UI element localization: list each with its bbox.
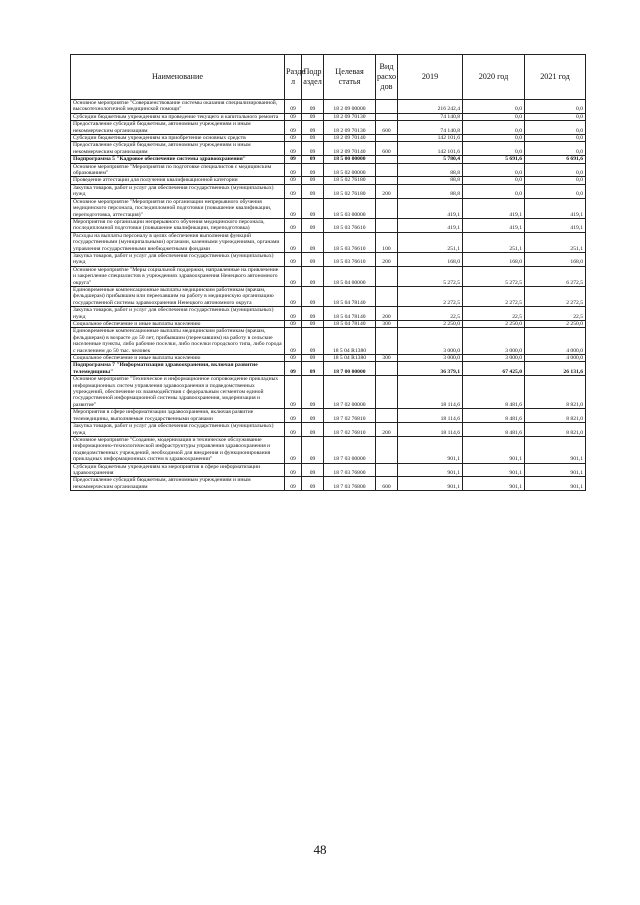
table-row xyxy=(71,198,586,218)
row-razdel: 09 xyxy=(285,198,302,218)
row-razdel: 09 xyxy=(285,135,302,142)
header-target-article: Целевая статья xyxy=(324,55,376,100)
row-name: Закупка товаров, работ и услуг для обеспечения государственных (муниципальных) нужд xyxy=(71,307,285,321)
row-name: Субсидии бюджетным учреждениям на мероприятия в сфере информатизации здравоохранения xyxy=(71,463,285,477)
row-value-2020: 168,0 xyxy=(463,252,525,266)
row-razdel: 09 xyxy=(285,266,302,286)
table-row xyxy=(71,376,586,409)
row-razdel: 09 xyxy=(285,142,302,156)
row-target-article: 18 5 04 R1380 xyxy=(324,328,376,355)
row-razdel: 09 xyxy=(285,463,302,477)
header-year-2020: 2020 год xyxy=(463,55,525,100)
row-podrazdel: 09 xyxy=(302,121,324,135)
row-name: Основное мероприятие "Мероприятия по подготовке специалистов с медицинским образованием" xyxy=(71,163,285,177)
row-podrazdel: 09 xyxy=(302,135,324,142)
row-razdel: 09 xyxy=(285,184,302,198)
row-value-2021: 0,0 xyxy=(525,163,586,177)
row-value-2021: 0,0 xyxy=(525,177,586,184)
row-target-article: 18 5 03 76610 xyxy=(324,232,376,252)
row-razdel: 09 xyxy=(285,355,302,362)
row-razdel: 09 xyxy=(285,328,302,355)
table-row xyxy=(71,232,586,252)
row-value-2021: 901,1 xyxy=(525,477,586,491)
row-value-2020: 0,0 xyxy=(463,177,525,184)
row-razdel: 09 xyxy=(285,232,302,252)
row-name: Основное мероприятие "Меры социальной поддержки, направленные на привлечение и закрепление специалистов в учреждениях здравоохранения Ненецкого автономного округа" xyxy=(71,266,285,286)
table-row xyxy=(71,100,586,114)
row-value-2021: 8 821,0 xyxy=(525,409,586,423)
row-value-2021: 2 250,0 xyxy=(525,321,586,328)
row-podrazdel: 09 xyxy=(302,436,324,463)
row-name: Подпрограмма 5 "Кадровое обеспечение системы здравоохранения" xyxy=(71,156,285,163)
row-target-article: 18 5 02 76180 xyxy=(324,177,376,184)
row-target-article: 18 2 09 70140 xyxy=(324,142,376,156)
row-podrazdel: 09 xyxy=(302,113,324,120)
row-podrazdel: 09 xyxy=(302,218,324,232)
row-value-2021: 6 691,6 xyxy=(525,156,586,163)
row-target-article: 18 7 03 76800 xyxy=(324,463,376,477)
row-value-2019: 74 140,8 xyxy=(398,113,463,120)
row-value-2020: 8 481,6 xyxy=(463,376,525,409)
row-razdel: 09 xyxy=(285,100,302,114)
row-expense-type: 600 xyxy=(376,142,398,156)
table-row xyxy=(71,184,586,198)
table-header-row xyxy=(71,55,586,100)
row-razdel: 09 xyxy=(285,423,302,437)
header-year-2019: 2019 xyxy=(398,55,463,100)
row-value-2020: 67 425,0 xyxy=(463,362,525,376)
table-row xyxy=(71,286,586,306)
row-value-2019: 901,1 xyxy=(398,463,463,477)
row-target-article: 18 5 04 R1380 xyxy=(324,355,376,362)
table-row xyxy=(71,252,586,266)
row-razdel: 09 xyxy=(285,252,302,266)
row-expense-type xyxy=(376,135,398,142)
row-target-article: 18 5 00 00000 xyxy=(324,156,376,163)
row-podrazdel: 09 xyxy=(302,286,324,306)
row-value-2020: 0,0 xyxy=(463,100,525,114)
row-target-article: 18 2 09 00000 xyxy=(324,100,376,114)
row-podrazdel: 09 xyxy=(302,177,324,184)
row-podrazdel: 09 xyxy=(302,252,324,266)
row-expense-type: 600 xyxy=(376,477,398,491)
row-target-article: 18 5 03 76610 xyxy=(324,218,376,232)
row-value-2019: 18 114,6 xyxy=(398,376,463,409)
row-name: Субсидии бюджетным учреждениям на приобретение основных средств xyxy=(71,135,285,142)
table-row xyxy=(71,328,586,355)
row-name: Социальное обеспечение и иные выплаты населению xyxy=(71,321,285,328)
budget-document xyxy=(70,54,586,491)
row-razdel: 09 xyxy=(285,321,302,328)
row-value-2019: 2 272,5 xyxy=(398,286,463,306)
row-value-2021: 168,0 xyxy=(525,252,586,266)
row-razdel: 09 xyxy=(285,436,302,463)
row-value-2021: 0,0 xyxy=(525,135,586,142)
row-value-2019: 419,1 xyxy=(398,218,463,232)
row-razdel: 09 xyxy=(285,307,302,321)
row-value-2019: 2 250,0 xyxy=(398,321,463,328)
table-row xyxy=(71,218,586,232)
row-expense-type xyxy=(376,177,398,184)
row-value-2021: 2 272,5 xyxy=(525,286,586,306)
row-expense-type: 300 xyxy=(376,321,398,328)
header-year-2021: 2021 год xyxy=(525,55,586,100)
row-target-article: 18 7 00 00000 xyxy=(324,362,376,376)
row-value-2021: 4 000,0 xyxy=(525,355,586,362)
row-value-2019: 88,8 xyxy=(398,163,463,177)
row-expense-type: 200 xyxy=(376,307,398,321)
row-value-2021: 901,1 xyxy=(525,436,586,463)
table-row xyxy=(71,135,586,142)
row-razdel: 09 xyxy=(285,477,302,491)
row-value-2020: 5 272,5 xyxy=(463,266,525,286)
row-podrazdel: 09 xyxy=(302,376,324,409)
row-value-2019: 216 242,4 xyxy=(398,100,463,114)
row-podrazdel: 09 xyxy=(302,266,324,286)
row-name: Подпрограмма 7 "Информатизация здравоохранения, включая развитие телемедицины" xyxy=(71,362,285,376)
row-value-2021: 26 131,6 xyxy=(525,362,586,376)
row-expense-type xyxy=(376,328,398,355)
table-row xyxy=(71,423,586,437)
table-row xyxy=(71,163,586,177)
row-target-article: 18 5 03 00000 xyxy=(324,198,376,218)
header-name: Наименование xyxy=(71,55,285,100)
row-podrazdel: 09 xyxy=(302,156,324,163)
row-razdel: 09 xyxy=(285,362,302,376)
row-podrazdel: 09 xyxy=(302,232,324,252)
row-target-article: 18 7 03 76800 xyxy=(324,477,376,491)
row-name: Социальное обеспечение и иные выплаты населению xyxy=(71,355,285,362)
row-name: Закупка товаров, работ и услуг для обеспечения государственных (муниципальных) нужд xyxy=(71,423,285,437)
row-expense-type: 200 xyxy=(376,252,398,266)
row-name: Основное мероприятие "Создание, модернизация и техническое обслуживание информационно-технологической инфраструктуры управления здравоохранения и подведомственных учреждений, необходимой для внедрения и функционирования прикладных информационных систем в здравоохранении" xyxy=(71,436,285,463)
table-row xyxy=(71,355,586,362)
row-expense-type xyxy=(376,362,398,376)
row-value-2019: 18 114,6 xyxy=(398,423,463,437)
row-name: Расходы на выплаты персоналу в целях обеспечения выполнения функций государственными (муниципальными) органами, казенными учреждениями, органами управления государственными внебюджетными фондами xyxy=(71,232,285,252)
row-podrazdel: 09 xyxy=(302,163,324,177)
row-name: Закупка товаров, работ и услуг для обеспечения государственных (муниципальных) нужд xyxy=(71,184,285,198)
row-value-2019: 5 272,5 xyxy=(398,266,463,286)
row-value-2019: 74 140,8 xyxy=(398,121,463,135)
table-row xyxy=(71,436,586,463)
row-expense-type xyxy=(376,156,398,163)
row-expense-type xyxy=(376,163,398,177)
row-value-2021: 901,1 xyxy=(525,463,586,477)
row-target-article: 18 5 04 78140 xyxy=(324,321,376,328)
row-expense-type xyxy=(376,100,398,114)
row-value-2021: 8 821,0 xyxy=(525,376,586,409)
row-podrazdel: 09 xyxy=(302,409,324,423)
row-value-2020: 419,1 xyxy=(463,218,525,232)
row-podrazdel: 09 xyxy=(302,463,324,477)
row-podrazdel: 09 xyxy=(302,321,324,328)
row-razdel: 09 xyxy=(285,218,302,232)
row-value-2019: 22,5 xyxy=(398,307,463,321)
row-expense-type xyxy=(376,409,398,423)
row-value-2019: 901,1 xyxy=(398,436,463,463)
row-podrazdel: 09 xyxy=(302,184,324,198)
row-podrazdel: 09 xyxy=(302,328,324,355)
row-value-2021: 4 000,0 xyxy=(525,328,586,355)
row-expense-type: 200 xyxy=(376,423,398,437)
row-name: Основное мероприятие "Техническое и информационное сопровождение прикладных информационных систем управления здравоохранения и подведомственных учреждений, обеспечение их взаимодействия с федеральным сегментом единой государственной информационной системы здравоохранения, модернизация и развитие" xyxy=(71,376,285,409)
row-value-2019: 251,1 xyxy=(398,232,463,252)
row-name: Проведение аттестации для получения квалификационной категории xyxy=(71,177,285,184)
row-value-2020: 0,0 xyxy=(463,163,525,177)
row-value-2019: 18 114,6 xyxy=(398,409,463,423)
row-value-2021: 0,0 xyxy=(525,113,586,120)
header-razdel: Разде л xyxy=(285,55,302,100)
row-value-2020: 901,1 xyxy=(463,463,525,477)
row-expense-type xyxy=(376,218,398,232)
row-value-2020: 901,1 xyxy=(463,436,525,463)
table-row xyxy=(71,321,586,328)
row-target-article: 18 5 04 78140 xyxy=(324,307,376,321)
row-value-2019: 3 000,0 xyxy=(398,328,463,355)
table-row xyxy=(71,307,586,321)
row-value-2019: 5 780,4 xyxy=(398,156,463,163)
row-value-2020: 8 481,6 xyxy=(463,409,525,423)
table-row xyxy=(71,121,586,135)
row-target-article: 18 5 03 76610 xyxy=(324,252,376,266)
page-number: 48 xyxy=(313,842,327,857)
row-podrazdel: 09 xyxy=(302,198,324,218)
row-expense-type: 200 xyxy=(376,184,398,198)
row-expense-type xyxy=(376,286,398,306)
row-value-2020: 0,0 xyxy=(463,135,525,142)
row-name: Субсидии бюджетным учреждениям на проведение текущего и капитального ремонта xyxy=(71,113,285,120)
row-expense-type xyxy=(376,376,398,409)
row-name: Основное мероприятие "Совершенствование системы оказания специализированной, высокотехнологичной медицинской помощи" xyxy=(71,100,285,114)
row-target-article: 18 2 09 70130 xyxy=(324,121,376,135)
row-value-2020: 0,0 xyxy=(463,184,525,198)
row-value-2021: 419,1 xyxy=(525,198,586,218)
row-name: Единовременные компенсационные выплаты медицинским работникам (врачам, фельдшерам) прибывшим или переехавшим на работу в медицинскую организацию государственной системы здравоохранения Ненецкого автономного округа xyxy=(71,286,285,306)
row-target-article: 18 7 02 76810 xyxy=(324,423,376,437)
row-podrazdel: 09 xyxy=(302,423,324,437)
row-value-2020: 2 272,5 xyxy=(463,286,525,306)
row-value-2020: 8 481,6 xyxy=(463,423,525,437)
table-row xyxy=(71,177,586,184)
row-value-2021: 419,1 xyxy=(525,218,586,232)
row-value-2020: 0,0 xyxy=(463,121,525,135)
row-value-2019: 3 000,0 xyxy=(398,355,463,362)
row-expense-type: 300 xyxy=(376,355,398,362)
row-razdel: 09 xyxy=(285,286,302,306)
table-row xyxy=(71,409,586,423)
row-value-2021: 8 821,0 xyxy=(525,423,586,437)
table-row xyxy=(71,266,586,286)
row-razdel: 09 xyxy=(285,113,302,120)
row-razdel: 09 xyxy=(285,177,302,184)
row-razdel: 09 xyxy=(285,163,302,177)
row-target-article: 18 5 02 00000 xyxy=(324,163,376,177)
row-value-2021: 0,0 xyxy=(525,121,586,135)
row-razdel: 09 xyxy=(285,409,302,423)
row-value-2020: 251,1 xyxy=(463,232,525,252)
row-expense-type xyxy=(376,436,398,463)
row-expense-type: 100 xyxy=(376,232,398,252)
table-row xyxy=(71,142,586,156)
table-row xyxy=(71,156,586,163)
row-value-2019: 901,1 xyxy=(398,477,463,491)
row-expense-type xyxy=(376,198,398,218)
row-podrazdel: 09 xyxy=(302,362,324,376)
row-target-article: 18 5 04 00000 xyxy=(324,266,376,286)
row-value-2020: 5 691,6 xyxy=(463,156,525,163)
row-podrazdel: 09 xyxy=(302,477,324,491)
row-podrazdel: 09 xyxy=(302,355,324,362)
header-expense-type: Вид расхо дов xyxy=(376,55,398,100)
header-podrazdel: Подр аздел xyxy=(302,55,324,100)
table-row xyxy=(71,362,586,376)
row-expense-type xyxy=(376,266,398,286)
row-name: Закупка товаров, работ и услуг для обеспечения государственных (муниципальных) нужд xyxy=(71,252,285,266)
row-razdel: 09 xyxy=(285,156,302,163)
row-value-2020: 419,1 xyxy=(463,198,525,218)
row-expense-type xyxy=(376,113,398,120)
row-razdel: 09 xyxy=(285,376,302,409)
row-name: Основное мероприятие "Мероприятия по организации непрерывного обучения медицинского персонала, последипломной подготовки (повышение квалификации, переподготовка, аттестация)" xyxy=(71,198,285,218)
row-target-article: 18 2 09 70140 xyxy=(324,135,376,142)
row-value-2020: 3 000,0 xyxy=(463,355,525,362)
row-target-article: 18 2 09 70130 xyxy=(324,113,376,120)
row-value-2021: 251,1 xyxy=(525,232,586,252)
row-expense-type xyxy=(376,463,398,477)
row-value-2019: 36 379,1 xyxy=(398,362,463,376)
row-target-article: 18 7 02 76810 xyxy=(324,409,376,423)
row-name: Предоставление субсидий бюджетным, автономным учреждениям и иным некоммерческим организациям xyxy=(71,142,285,156)
row-value-2019: 142 101,6 xyxy=(398,142,463,156)
row-name: Мероприятия по организации непрерывного обучения медицинского персонала, последипломной подготовки (повышение квалификации, переподготовка) xyxy=(71,218,285,232)
row-value-2021: 0,0 xyxy=(525,100,586,114)
row-expense-type: 600 xyxy=(376,121,398,135)
row-value-2020: 2 250,0 xyxy=(463,321,525,328)
row-value-2020: 901,1 xyxy=(463,477,525,491)
row-value-2019: 88,8 xyxy=(398,177,463,184)
row-value-2020: 22,5 xyxy=(463,307,525,321)
row-value-2019: 88,8 xyxy=(398,184,463,198)
row-name: Единовременные компенсационные выплаты медицинским работникам (врачам, фельдшерам) в возрасте до 50 лет, прибывшим (переехавшим) на работу в сельские населенные пункты, либо рабочие поселки, либо поселки городского типа, либо города с населением до 50 тыс. человек xyxy=(71,328,285,355)
row-podrazdel: 09 xyxy=(302,307,324,321)
row-value-2020: 3 000,0 xyxy=(463,328,525,355)
row-value-2020: 0,0 xyxy=(463,142,525,156)
budget-table xyxy=(70,54,586,491)
table-row xyxy=(71,463,586,477)
row-name: Предоставление субсидий бюджетным, автономным учреждениям и иным некоммерческим организациям xyxy=(71,477,285,491)
row-target-article: 18 7 03 00000 xyxy=(324,436,376,463)
row-value-2020: 0,0 xyxy=(463,113,525,120)
row-value-2021: 6 272,5 xyxy=(525,266,586,286)
row-value-2019: 168,0 xyxy=(398,252,463,266)
row-podrazdel: 09 xyxy=(302,100,324,114)
row-value-2021: 22,5 xyxy=(525,307,586,321)
row-razdel: 09 xyxy=(285,121,302,135)
row-value-2019: 419,1 xyxy=(398,198,463,218)
row-target-article: 18 5 02 76180 xyxy=(324,184,376,198)
row-value-2021: 0,0 xyxy=(525,184,586,198)
row-name: Предоставление субсидий бюджетным, автономным учреждениям и иным некоммерческим организациям xyxy=(71,121,285,135)
row-name: Мероприятия в сфере информатизации здравоохранения, включая развитие телемедицины, выполняемые государственными органами xyxy=(71,409,285,423)
table-row xyxy=(71,477,586,491)
row-target-article: 18 5 04 78140 xyxy=(324,286,376,306)
row-target-article: 18 7 02 00000 xyxy=(324,376,376,409)
row-podrazdel: 09 xyxy=(302,142,324,156)
table-row xyxy=(71,113,586,120)
row-value-2019: 142 101,6 xyxy=(398,135,463,142)
row-value-2021: 0,0 xyxy=(525,142,586,156)
